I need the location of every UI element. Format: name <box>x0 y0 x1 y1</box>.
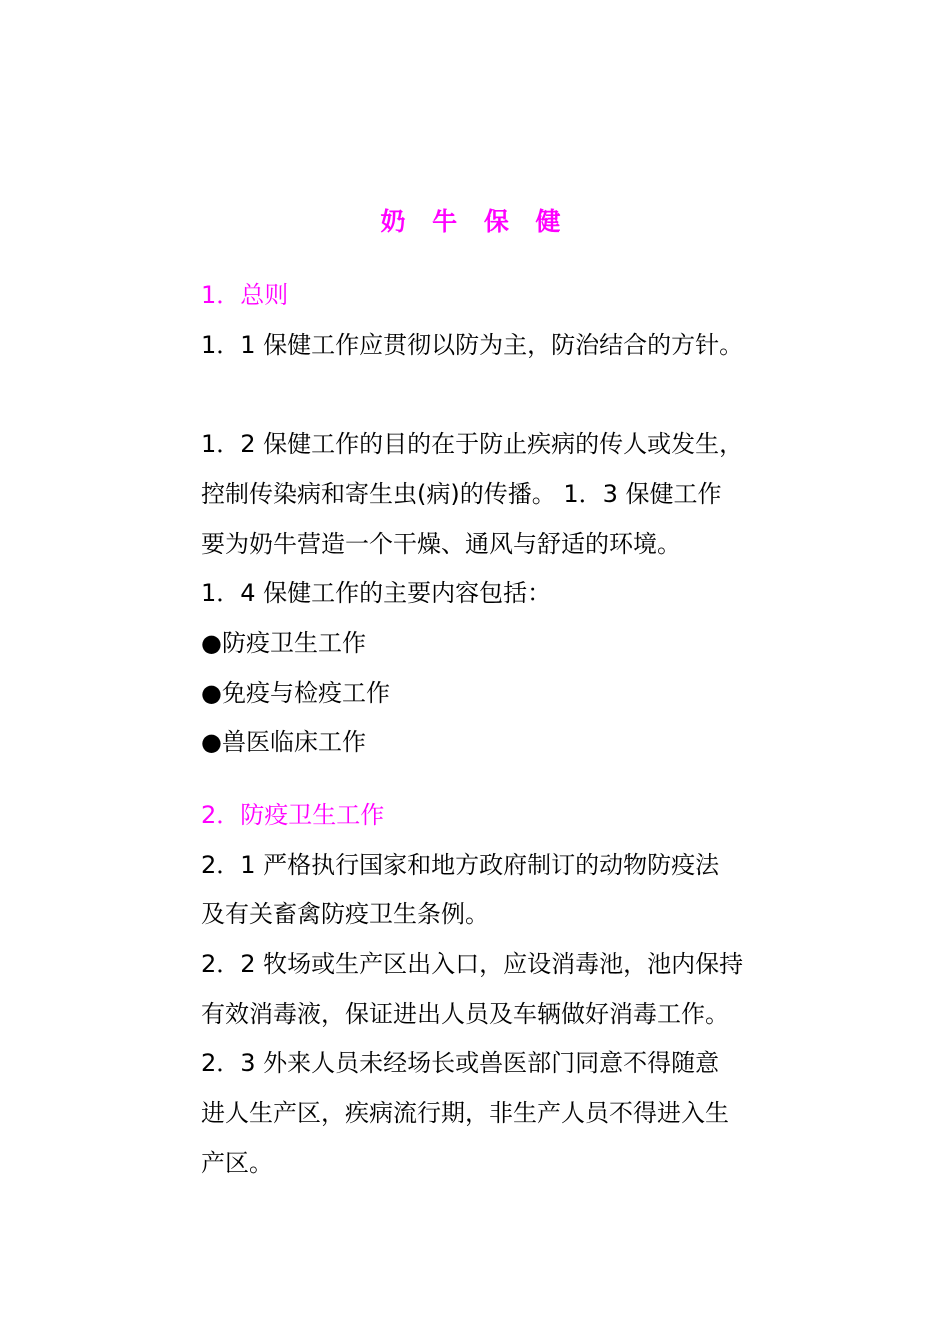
paragraph-line: 产区。 <box>201 1149 273 1177</box>
document-title: 奶 牛 保 健 <box>380 207 570 236</box>
paragraph-line: 2．2 牧场或生产区出入口，应设消毒池，池内保持 <box>201 950 744 978</box>
paragraph-line: 有效消毒液，保证进出人员及车辆做好消毒工作。 <box>201 1000 729 1028</box>
paragraph-line: 及有关畜禽防疫卫生条例。 <box>201 900 489 928</box>
paragraph-line: 1．1 保健工作应贯彻以防为主，防治结合的方针。 <box>201 331 744 359</box>
section-heading: 2．防疫卫生工作 <box>201 801 385 829</box>
paragraph-line: 1．2 保健工作的目的在于防止疾病的传人或发生， <box>201 430 744 458</box>
paragraph-line: 1．4 保健工作的主要内容包括： <box>201 579 552 607</box>
paragraph-line: 进人生产区，疾病流行期，非生产人员不得进入生 <box>201 1099 729 1127</box>
paragraph-line: 2．1 严格执行国家和地方政府制订的动物防疫法 <box>201 851 720 879</box>
bullet-item: ●防疫卫生工作 <box>201 629 366 657</box>
bullet-item: ●兽医临床工作 <box>201 728 366 756</box>
paragraph-line: 要为奶牛营造一个干燥、通风与舒适的环境。 <box>201 530 681 558</box>
section-heading: 1．总则 <box>201 281 289 309</box>
bullet-item: ●免疫与检疫工作 <box>201 679 390 707</box>
paragraph-line: 2．3 外来人员未经场长或兽医部门同意不得随意 <box>201 1049 720 1077</box>
paragraph-line: 控制传染病和寄生虫(病)的传播。 1．3 保健工作 <box>201 480 722 508</box>
